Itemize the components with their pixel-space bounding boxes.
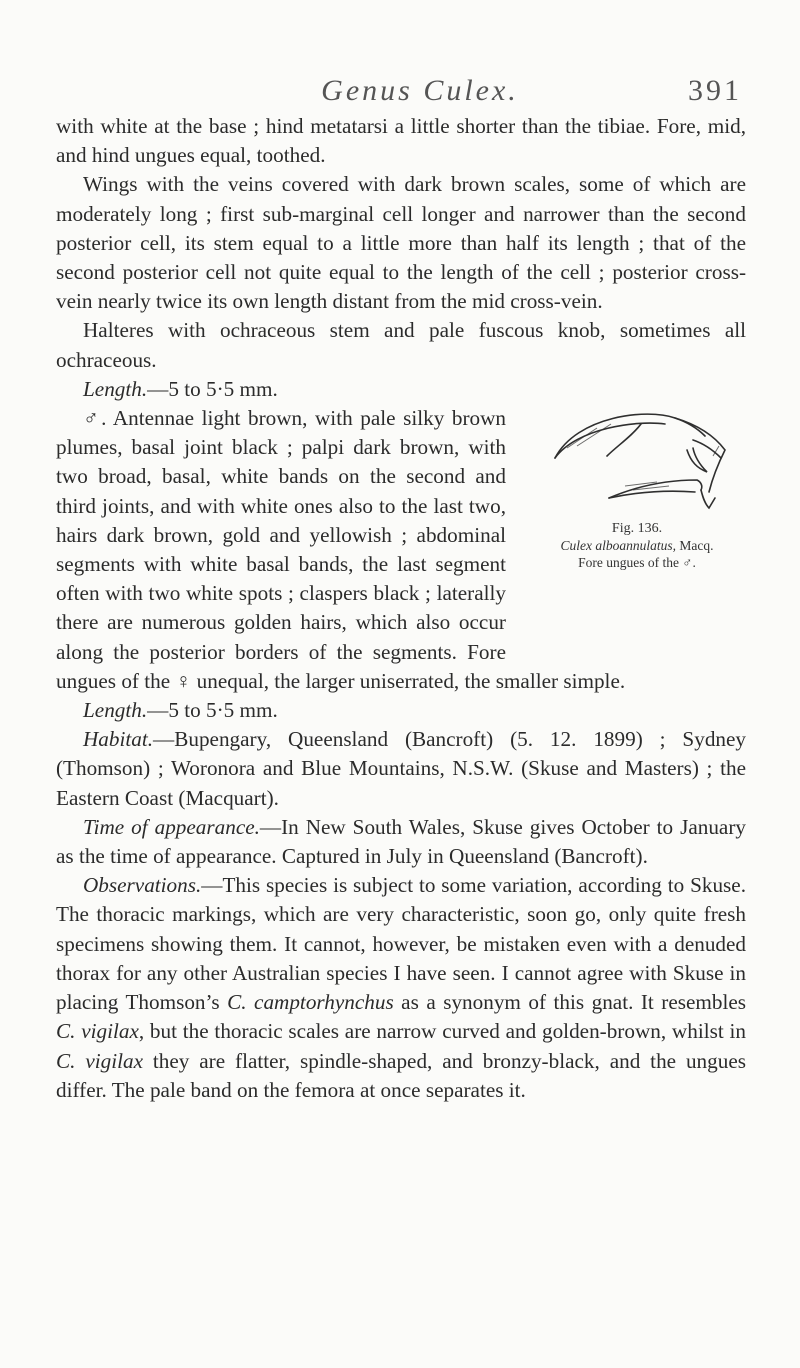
paragraph-male-description: ♂. Antennae light brown, with pale silky brown plumes, basal joint black ; palpi dark brown, with two broad, basal, white bands on the second and third joints, and with white ones also to the last two, hairs dark brown, gold and yellowish ; abdominal segments with white basal bands, the last segment often with two white spots ; claspers black ; laterally there are numerous golden hairs, which also occur along the posterior borders of the segments. Fore ungues of the ♀ unequal, the larger uniserrated, the smaller simple. [56, 406, 626, 693]
running-title: Genus Culex. [321, 74, 519, 107]
species-name-vigilax: C. vigilax [56, 1019, 139, 1044]
section-label-length: Length. [83, 376, 148, 401]
observations-text-2: as a synonym of this gnat. It resembles [393, 990, 747, 1015]
length-value: —5 to 5·5 mm. [147, 376, 278, 401]
paragraph-leg-description: with white at the base ; hind metatarsi a little shorter than the tibiae. Fore, mid, and hind ungues equal, toothed. [56, 114, 746, 168]
section-label-habitat: Habitat. [83, 727, 154, 752]
section-label-observations: Observations. [83, 873, 202, 898]
paragraph-wings: Wings with the veins covered with dark brown scales, some of which are moderately long ; first sub-marginal cell longer and narrower than the second posterior cell, its stem equal to a little more than half its length ; that of the second posterior cell not quite equal to the length of the cell ; posterior cross-vein nearly twice its own length distant from the mid cross-vein. [56, 172, 746, 314]
figure-caption-species [522, 537, 752, 554]
length-value: —5 to 5·5 mm. [147, 698, 278, 723]
figure-136 [522, 406, 752, 646]
observations-text-3: , but the thoracic scales are narrow curved and golden-brown, whilst in [138, 1019, 746, 1044]
observations-text-1: —This species is subject to some variation, according to Skuse. The thoracic markings, which are very characteristic, soon go, only quite fresh specimens showing them. It cannot, however, be mistaken even with a denuded thorax for any other Australian species I have seen. I cannot agree with Skuse in placing Thomson’s [56, 873, 746, 1015]
time-text: —In New South Wales, Skuse gives October to January as the time of appearance. Captured in July in Queensland (Bancroft). [56, 814, 746, 869]
figure-caption-note: Fore ungues of the ♂. [578, 555, 696, 571]
ungues-illustration [537, 406, 737, 516]
section-label-time: Time of appearance. [83, 814, 260, 839]
paragraph-halteres: Halteres with ochraceous stem and pale fuscous knob, sometimes all ochraceous. [56, 318, 746, 372]
paragraph-habitat [56, 725, 746, 813]
page-header [0, 72, 800, 112]
figure-species-author: Macq. [676, 538, 714, 554]
paragraph-observations [56, 871, 746, 1105]
habitat-text: —Bupengary, Queensland (Bancroft) (5. 12. 1899) ; Sydney (Thomson) ; Woronora and Blue Mountains, N.S.W. (Skuse and Masters) ; the Eastern Coast (Macquart). [56, 727, 746, 810]
paragraph-time-of-appearance [56, 813, 746, 871]
page-number: 391 [688, 74, 742, 107]
section-label-length: Length. [83, 698, 148, 723]
paragraph-length-female [56, 375, 746, 404]
figure-species-name: Culex alboannulatus, [560, 538, 676, 554]
species-name-vigilax: C. vigilax [56, 1048, 143, 1073]
observations-text-4: they are flatter, spindle-shaped, and bronzy-black, and the ungues differ. The pale band on the femora at once separates it. [56, 1048, 746, 1102]
paragraph-length-male [56, 696, 746, 725]
species-name-camptorhynchus: C. camptorhynchus [227, 990, 394, 1015]
text-body [56, 112, 746, 1105]
figure-label: Fig. 136. [611, 521, 663, 537]
